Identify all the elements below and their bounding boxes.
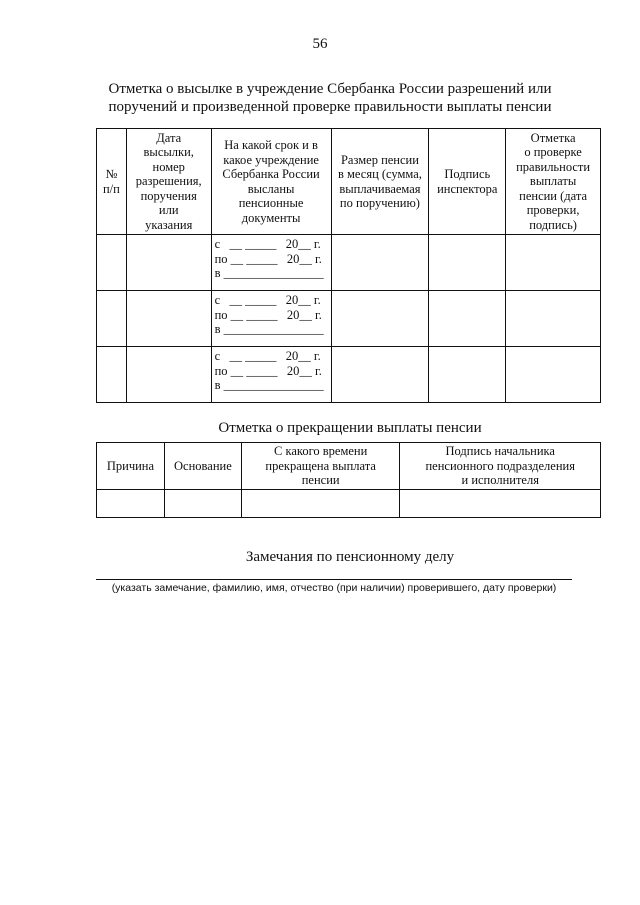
column-header bbox=[97, 129, 127, 235]
table-cell[interactable] bbox=[506, 347, 601, 403]
table-cell[interactable] bbox=[97, 291, 127, 347]
column-header-line: Размер пенсии bbox=[340, 152, 419, 167]
column-header-line: поручения bbox=[140, 188, 197, 203]
table-cell[interactable] bbox=[97, 490, 165, 518]
column-header-line: прекращена выплата bbox=[265, 458, 376, 473]
column-header bbox=[429, 129, 506, 235]
table-cell[interactable] bbox=[241, 490, 400, 518]
column-header bbox=[506, 129, 601, 235]
column-header bbox=[211, 129, 331, 235]
section-title-line: поручений и произведенной проверке правильности выплаты пенсии bbox=[108, 99, 552, 115]
table-cell[interactable] bbox=[331, 235, 429, 291]
period-line: по __ _____ 20__ г. bbox=[214, 251, 322, 266]
table-cell[interactable] bbox=[126, 235, 211, 291]
page-number: 56 bbox=[312, 36, 328, 52]
column-header-line: № bbox=[105, 167, 118, 181]
table-row bbox=[97, 490, 601, 518]
column-header-line: пенсионного подразделения bbox=[425, 458, 575, 473]
column-header-line: инспектора bbox=[437, 181, 498, 196]
table-row bbox=[97, 347, 601, 403]
table-cell[interactable] bbox=[400, 490, 601, 518]
column-header-line: пенсии (дата bbox=[519, 188, 588, 203]
termination-table bbox=[96, 442, 601, 518]
table-cell[interactable] bbox=[97, 347, 127, 403]
section-title-remarks: Замечания по пенсионному делу bbox=[245, 549, 455, 565]
table-cell[interactable] bbox=[506, 291, 601, 347]
column-header-line: п/п bbox=[102, 181, 120, 196]
dispatch-table bbox=[96, 128, 601, 403]
table-cell[interactable] bbox=[126, 291, 211, 347]
column-header-line: пенсионные bbox=[238, 196, 304, 210]
column-header-line: в месяц (сумма, bbox=[337, 167, 422, 181]
column-header-line: указания bbox=[145, 217, 193, 232]
column-header bbox=[164, 443, 241, 490]
period-line: в ________________ bbox=[214, 322, 324, 336]
column-header bbox=[126, 129, 211, 235]
table-row bbox=[97, 235, 601, 291]
column-header-line: проверки, bbox=[526, 203, 580, 218]
period-line: в ________________ bbox=[214, 266, 324, 280]
column-header bbox=[241, 443, 400, 490]
column-header-line: Основание bbox=[174, 458, 232, 473]
period-cell[interactable] bbox=[211, 347, 331, 403]
column-header-line: высылки, bbox=[143, 145, 194, 160]
column-header-line: выплачиваемая bbox=[339, 181, 421, 196]
column-header-line: правильности bbox=[516, 159, 591, 174]
remarks-line[interactable] bbox=[96, 579, 572, 580]
column-header bbox=[400, 443, 601, 490]
column-header-line: о проверке bbox=[524, 145, 582, 160]
period-line: с __ _____ 20__ г. bbox=[214, 237, 321, 251]
column-header-line: Причина bbox=[106, 458, 155, 473]
period-line: по __ _____ 20__ г. bbox=[214, 307, 322, 322]
column-header-line: пенсии bbox=[301, 473, 340, 488]
column-header bbox=[97, 443, 165, 490]
section-title-dispatch bbox=[80, 80, 580, 116]
column-header-line: Отметка bbox=[530, 130, 576, 145]
period-line: с __ _____ 20__ г. bbox=[214, 293, 321, 307]
column-header bbox=[331, 129, 429, 235]
column-header-line: подпись) bbox=[529, 217, 577, 232]
table-cell[interactable] bbox=[164, 490, 241, 518]
table-cell[interactable] bbox=[331, 291, 429, 347]
table-cell[interactable] bbox=[429, 347, 506, 403]
column-header-line: Сбербанка России bbox=[222, 167, 320, 181]
period-cell[interactable] bbox=[211, 291, 331, 347]
table-cell[interactable] bbox=[331, 347, 429, 403]
column-header-line: высланы bbox=[247, 181, 295, 196]
column-header-line: Дата bbox=[156, 130, 182, 145]
column-header-line: или bbox=[158, 203, 179, 218]
table-cell[interactable] bbox=[126, 347, 211, 403]
column-header-line: На какой срок и в bbox=[224, 138, 318, 152]
column-header-line: по поручению) bbox=[339, 196, 420, 210]
section-title-termination: Отметка о прекращении выплаты пенсии bbox=[218, 420, 482, 436]
column-header-line: и исполнителя bbox=[461, 473, 539, 488]
table-cell[interactable] bbox=[429, 235, 506, 291]
column-header-line: Подпись начальника bbox=[445, 444, 555, 459]
column-header-line: документы bbox=[241, 210, 301, 225]
column-header-line: какое учреждение bbox=[223, 152, 319, 167]
period-line: в ________________ bbox=[214, 378, 324, 392]
table-row bbox=[97, 291, 601, 347]
column-header-line: разрешения, bbox=[135, 174, 202, 189]
remarks-hint: (указать замечание, фамилию, имя, отчество (при наличии) проверившего, дату проверки) bbox=[111, 582, 557, 594]
column-header-line: С какого времени bbox=[274, 444, 368, 459]
period-line: с __ _____ 20__ г. bbox=[214, 349, 321, 363]
column-header-line: выплаты bbox=[529, 174, 577, 189]
column-header-line: Подпись bbox=[444, 167, 491, 181]
period-cell[interactable] bbox=[211, 235, 331, 291]
table-cell[interactable] bbox=[506, 235, 601, 291]
table-cell[interactable] bbox=[429, 291, 506, 347]
section-title-line: Отметка о высылке в учреждение Сбербанка России разрешений или bbox=[108, 81, 552, 97]
period-line: по __ _____ 20__ г. bbox=[214, 363, 322, 378]
table-cell[interactable] bbox=[97, 235, 127, 291]
column-header-line: номер bbox=[152, 159, 185, 174]
